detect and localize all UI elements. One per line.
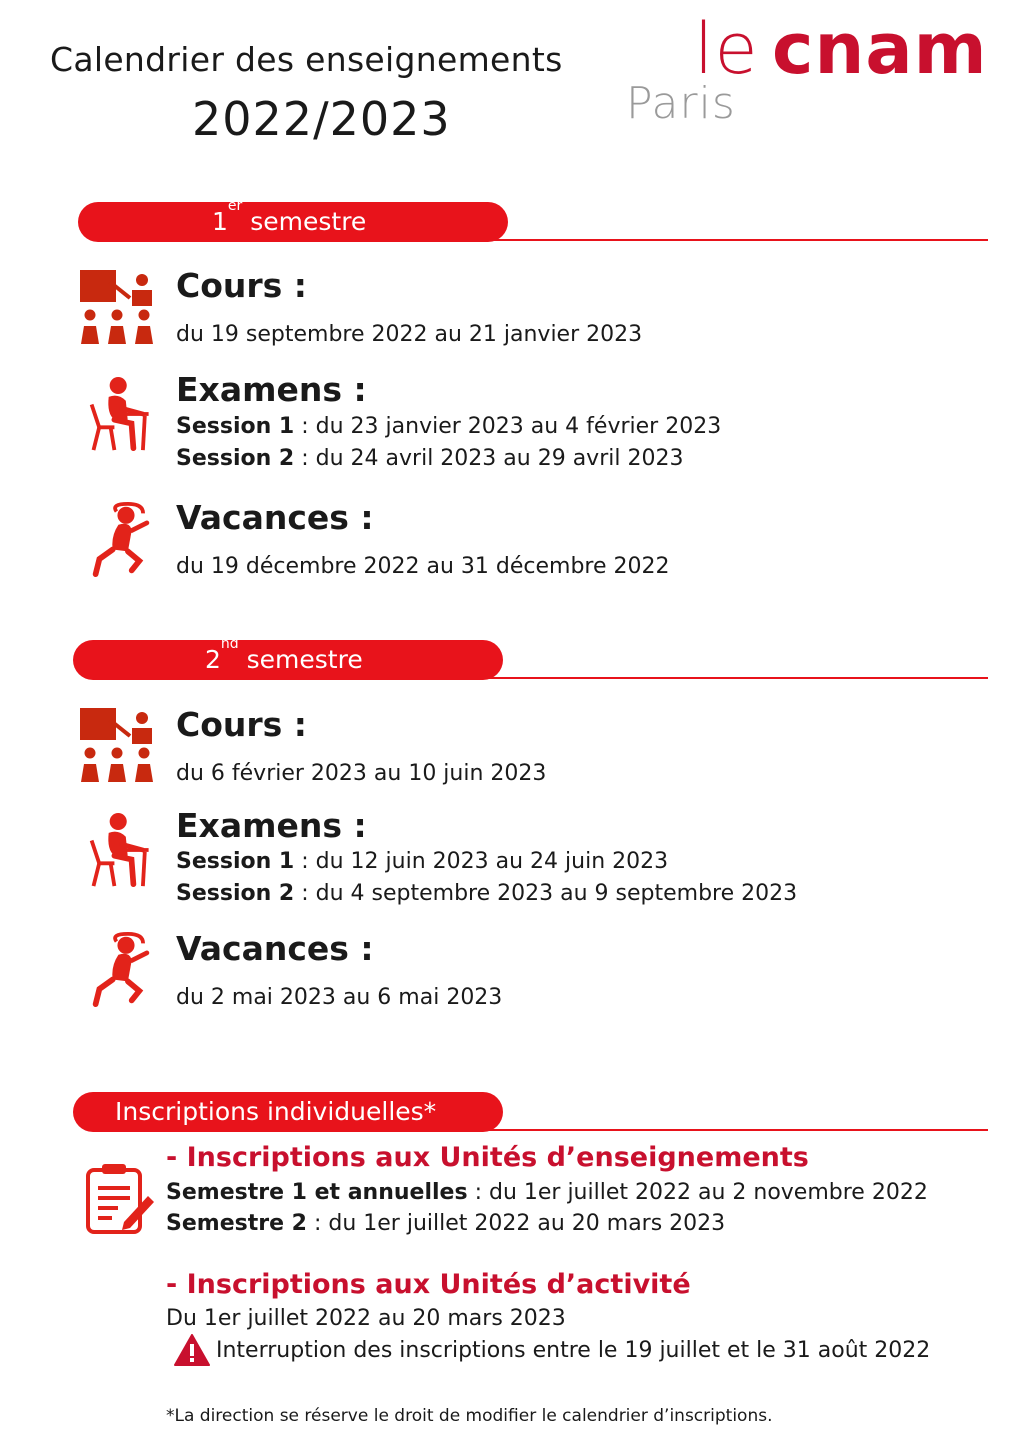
s1-session2-dates: : du 24 avril 2023 au 29 avril 2023 xyxy=(294,446,684,471)
ue-line2-dates: : du 1er juillet 2022 au 20 mars 2023 xyxy=(306,1211,726,1236)
semester2-banner xyxy=(73,636,503,680)
relaxing-person-icon xyxy=(88,502,164,578)
s1-examens-title: Examens : xyxy=(176,370,367,409)
exam-student-icon xyxy=(84,376,160,452)
s1-session2-label: Session 2 xyxy=(176,446,295,471)
ue-line1-label: Semestre 1 et annuelles xyxy=(166,1180,468,1205)
footnote: *La direction se réserve le droit de modifier le calendrier d’inscriptions. xyxy=(166,1406,773,1426)
teacher-class-icon xyxy=(80,708,156,784)
s1-session1-dates: : du 23 janvier 2023 au 4 février 2023 xyxy=(294,414,722,439)
semester1-rule xyxy=(480,239,988,241)
clipboard-icon xyxy=(84,1162,156,1236)
ue-line1-dates: : du 1er juillet 2022 au 2 novembre 2022 xyxy=(467,1180,928,1205)
semester1-sup: er xyxy=(227,198,243,214)
s2-cours-title: Cours : xyxy=(176,705,307,744)
semester2-rule xyxy=(480,677,988,679)
s1-vacances-title: Vacances : xyxy=(176,498,374,537)
s2-vacances-dates: du 2 mai 2023 au 6 mai 2023 xyxy=(176,985,503,1010)
ue-line1 xyxy=(166,1180,928,1205)
exam-student-icon xyxy=(84,812,160,888)
warning-icon xyxy=(174,1334,210,1366)
logo-cnam: cnam xyxy=(772,8,988,90)
semester2-sup: nd xyxy=(220,636,239,652)
ue-line2 xyxy=(166,1211,725,1236)
s2-cours-dates: du 6 février 2023 au 10 juin 2023 xyxy=(176,761,547,786)
s2-vacances-title: Vacances : xyxy=(176,929,374,968)
s2-session1-dates: : du 12 juin 2023 au 24 juin 2023 xyxy=(294,849,669,874)
inscriptions-rule xyxy=(480,1129,988,1131)
warning-text: Interruption des inscriptions entre le 19 juillet et le 31 août 2022 xyxy=(216,1338,931,1363)
teacher-class-icon xyxy=(80,270,156,346)
s1-cours-title: Cours : xyxy=(176,266,307,305)
s2-examens-title: Examens : xyxy=(176,806,367,845)
s2-session2-label: Session 2 xyxy=(176,881,295,906)
s1-session1 xyxy=(176,414,721,439)
semester1-number: 1 xyxy=(212,207,228,236)
s1-vacances-dates: du 19 décembre 2022 au 31 décembre 2022 xyxy=(176,554,670,579)
logo-le: le xyxy=(694,8,759,90)
document-title: Calendrier des enseignements xyxy=(50,40,563,79)
ua-heading: - Inscriptions aux Unités d’activité xyxy=(166,1269,691,1300)
s2-session1 xyxy=(176,849,668,874)
ue-line2-label: Semestre 2 xyxy=(166,1211,307,1236)
s2-session2-dates: : du 4 septembre 2023 au 9 septembre 2023 xyxy=(294,881,798,906)
semester2-label: semestre xyxy=(246,645,363,674)
s2-session2 xyxy=(176,881,797,906)
semester2-number: 2 xyxy=(205,645,221,674)
relaxing-person-icon xyxy=(88,932,164,1008)
semester1-banner xyxy=(78,198,508,242)
s1-cours-dates: du 19 septembre 2022 au 21 janvier 2023 xyxy=(176,322,643,347)
s1-session2 xyxy=(176,446,683,471)
logo-paris: Paris xyxy=(626,78,736,129)
s1-session1-label: Session 1 xyxy=(176,414,295,439)
semester1-label: semestre xyxy=(250,207,367,236)
ue-heading: - Inscriptions aux Unités d’enseignements xyxy=(166,1142,809,1173)
s2-session1-label: Session 1 xyxy=(176,849,295,874)
academic-year: 2022/2023 xyxy=(192,92,451,146)
inscriptions-banner: Inscriptions individuelles* xyxy=(73,1092,503,1132)
ua-dates: Du 1er juillet 2022 au 20 mars 2023 xyxy=(166,1306,566,1331)
